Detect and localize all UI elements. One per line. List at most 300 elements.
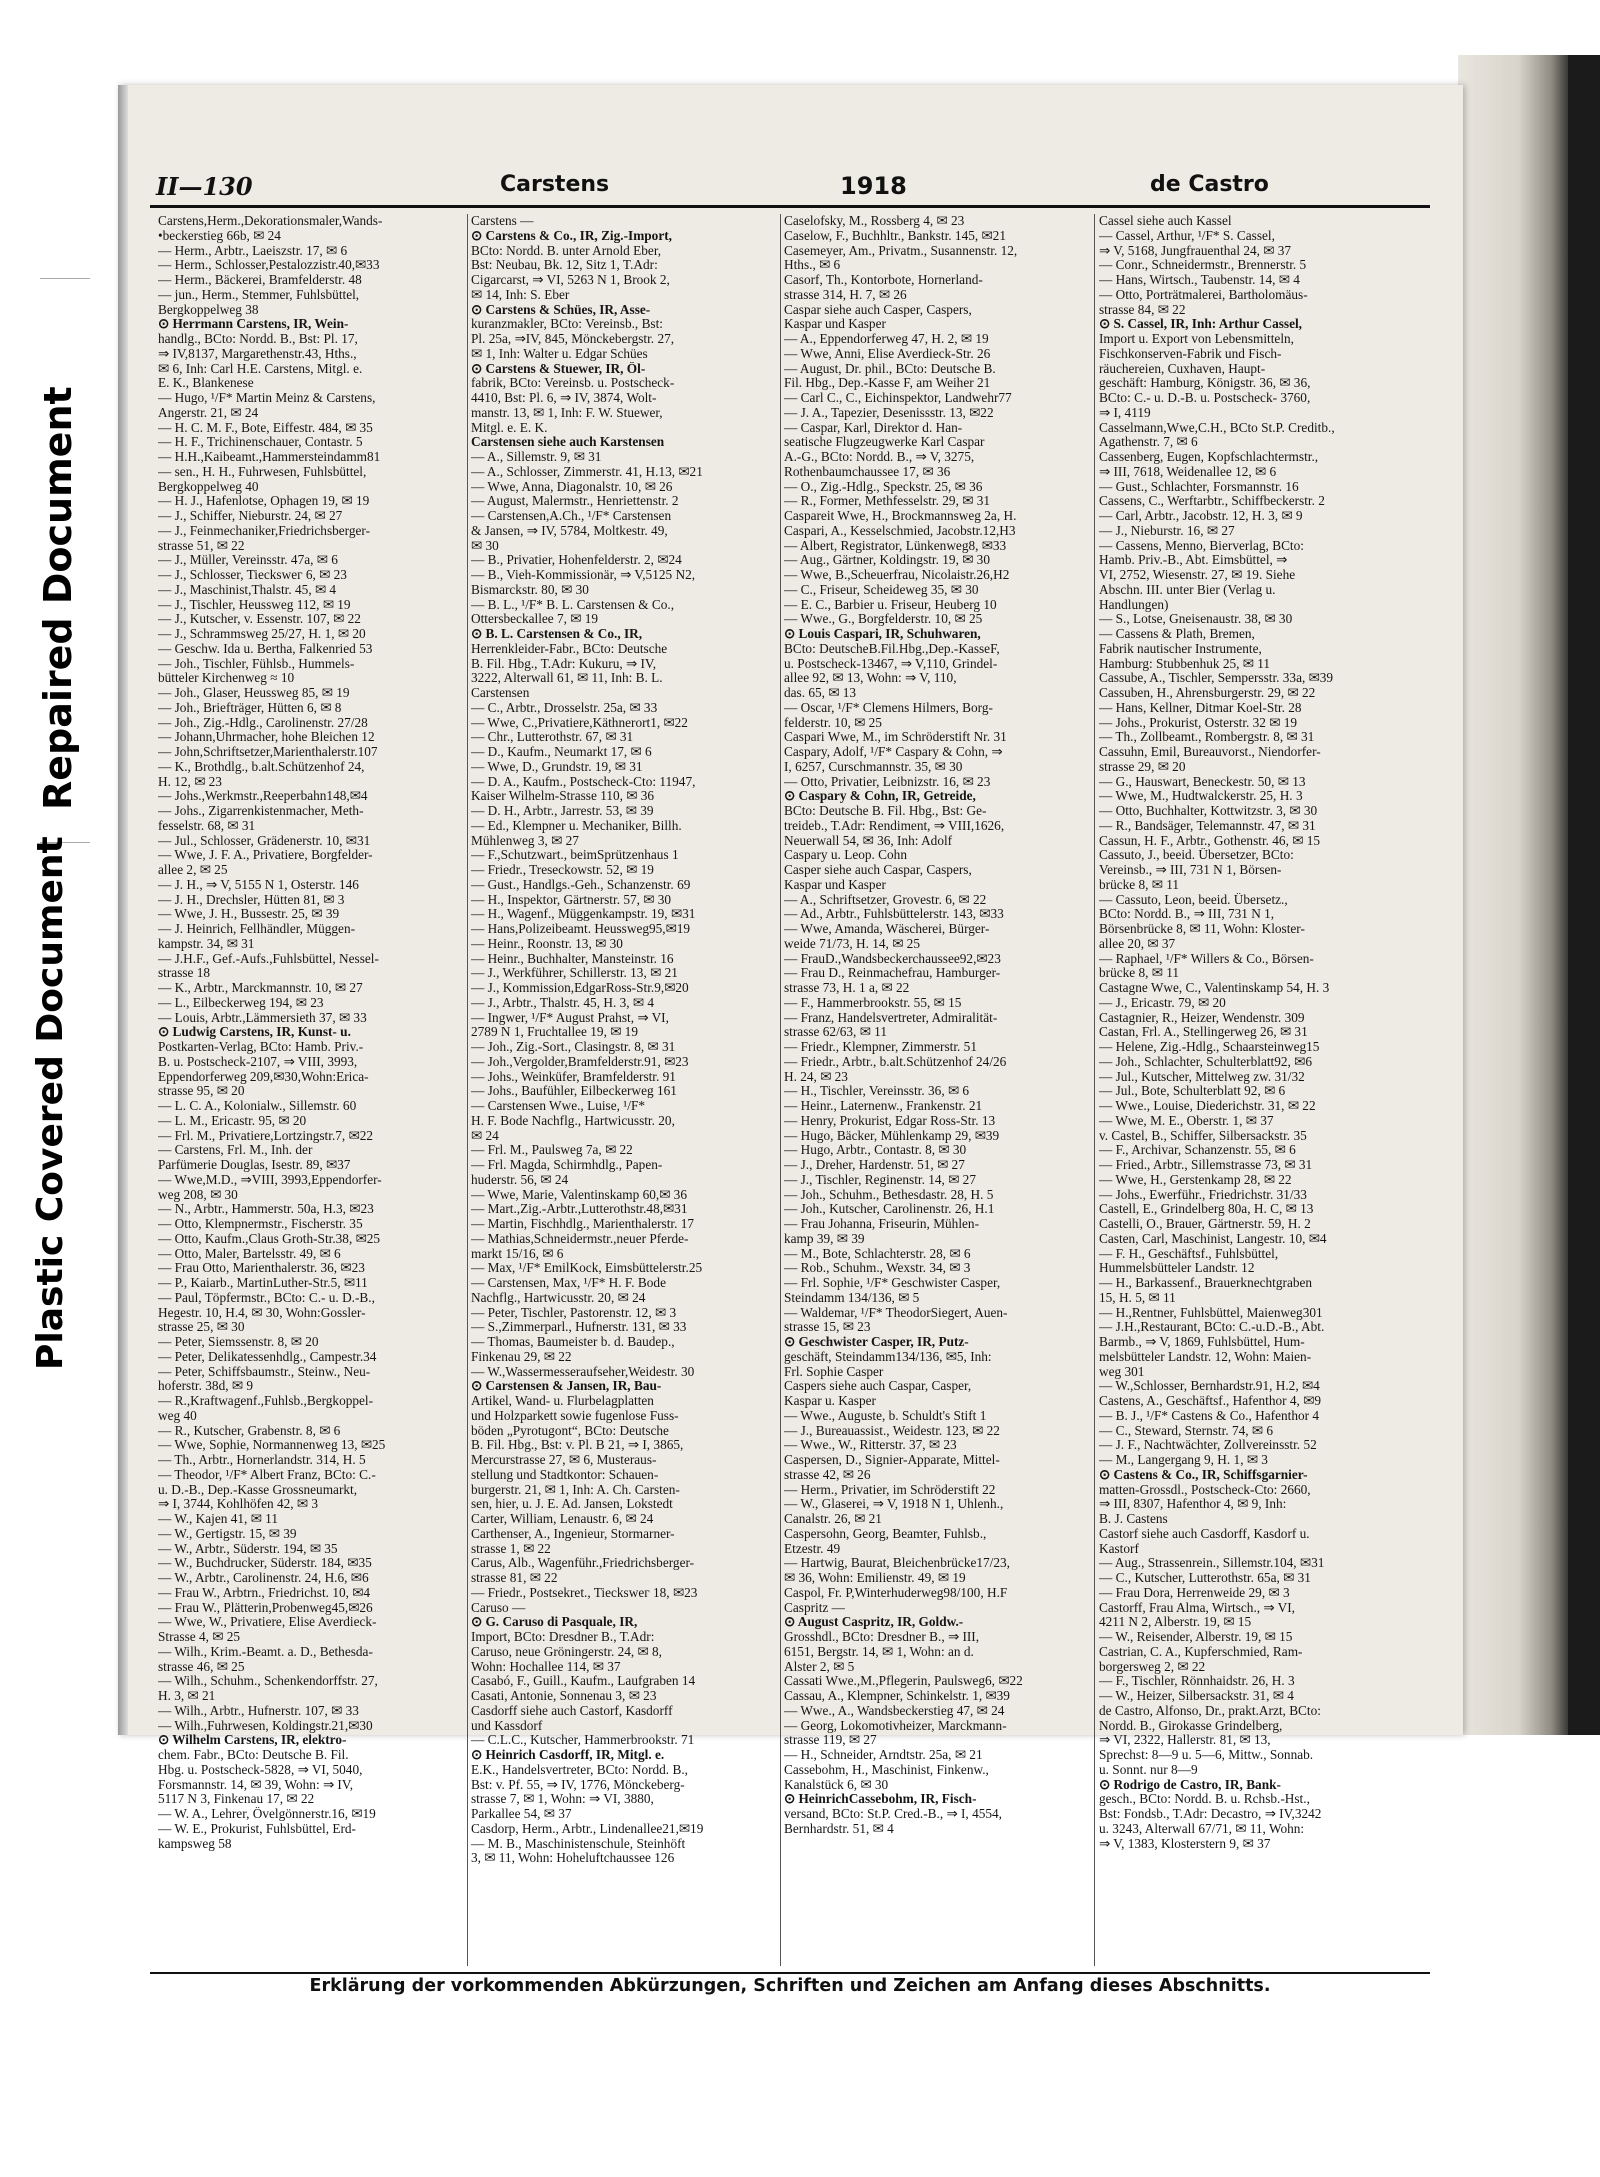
directory-entry-line: u. Sonnt. nur 8—9 (1099, 1762, 1198, 1777)
directory-entry-line: — F.,Schutzwart., beimSprützenhaus 1 (471, 848, 679, 863)
directory-entry-line: — H. F., Trichinenschauer, Contastr. 5 (158, 435, 363, 450)
directory-entry-line: — O., Zig.-Hdlg., Speckstr. 25, ✉ 36 (784, 479, 983, 494)
directory-entry-line: — Johs., Weinküfer, Bramfelderstr. 91 (471, 1069, 676, 1084)
directory-entry-line: Strasse 4, ✉ 25 (158, 1630, 241, 1644)
directory-entry-line: ⊙ Carstensen & Jansen, IR, Bau- (471, 1379, 662, 1394)
directory-entry-line: u. 3243, Alterwall 67/71, ✉ 11, Wohn: (1099, 1821, 1305, 1836)
directory-entry-line: strasse 7, ✉ 1, Wohn: ⇒ VI, 3880, (471, 1792, 654, 1807)
directory-entry-line: — H., Tischler, Vereinsstr. 36, ✉ 6 (784, 1084, 970, 1099)
directory-entry-line: weg 208, ✉ 30 (158, 1187, 238, 1202)
directory-entry-line: BCto: C.- u. D.-B. u. Postscheck- 3760, (1099, 391, 1311, 405)
directory-entry-line: strasse 15, ✉ 23 (784, 1320, 871, 1335)
directory-entry-line: — Frl. Sophie, ¹/F* Geschwister Casper, (784, 1276, 1001, 1290)
directory-entry-line: B. Fil. Hbg., Bst: v. Pl. B 21, ⇒ I, 3865, (471, 1438, 684, 1453)
directory-entry-line: Casten, Carl, Maschinist, Langestr. 10, ✉4 (1099, 1231, 1327, 1246)
directory-entry-line: — J., Werkführer, Schillerstr. 13, ✉ 21 (471, 966, 678, 981)
directory-entry-line: — Friedr., Treseckowstr. 52, ✉ 19 (471, 863, 654, 877)
directory-entry-line: — Wwe, M. E., Oberstr. 1, ✉ 37 (1099, 1113, 1274, 1128)
directory-entry-line: — Frau W., Arbtrn., Friedrichst. 10, ✉4 (158, 1585, 371, 1600)
directory-entry-line: ⊙ August Caspritz, IR, Goldw.- (784, 1615, 964, 1630)
directory-entry-line: — Joh., Zig.-Sort., Clasingstr. 8, ✉ 31 (471, 1040, 676, 1054)
directory-entry-line: 5117 N 3, Finkenau 17, ✉ 22 (158, 1792, 315, 1807)
directory-entry-line: bütteler Kirchenweg ≈ 10 (158, 671, 295, 686)
directory-entry-line: ⇒ I, 4119 (1099, 405, 1151, 420)
directory-entry-line: Alster 2, ✉ 5 (784, 1659, 855, 1674)
directory-entry-line: — E. C., Barbier u. Friseur, Heuberg 10 (784, 597, 997, 612)
plastic-covered-label: Plastic Covered Document (30, 836, 71, 1370)
directory-entry-line: B. J. Castens (1099, 1512, 1168, 1526)
directory-entry-line: — Martin, Fischhdlg., Marienthalerstr. 17 (471, 1217, 695, 1231)
directory-entry-line: Caruso, neue Gröningerstr. 24, ✉ 8, (471, 1644, 662, 1659)
directory-entry-line: — Frau Dora, Herrenweide 29, ✉ 3 (1099, 1585, 1290, 1600)
directory-entry-line: — W. E., Prokurist, Fuhlsbüttel, Erd- (158, 1821, 356, 1836)
directory-entry-line: Barmb., ⇒ V, 1869, Fuhlsbüttel, Hum- (1099, 1335, 1305, 1349)
directory-entry-line: — Herm., Arbtr., Laeiszstr. 17, ✉ 6 (158, 243, 348, 258)
directory-entry-line: Castrian, C. A., Kupferschmied, Ram- (1099, 1644, 1303, 1659)
directory-entry-line: allee 20, ✉ 37 (1099, 936, 1176, 951)
directory-entry-line: — W.,Schlosser, Bernhardstr.91, H.2, ✉4 (1099, 1379, 1320, 1394)
directory-entry-line: — Peter, Siemssenstr. 8, ✉ 20 (158, 1335, 319, 1349)
directory-entry-line: — H., Barkassenf., Brauerknechtgraben (1099, 1276, 1313, 1290)
directory-entry-line: Carstens — (471, 214, 534, 228)
directory-entry-line: strasse 84, ✉ 22 (1099, 302, 1186, 317)
directory-entry-line: Frl. Sophie Casper (784, 1364, 884, 1379)
directory-entry-line: — Th., Zollbeamt., Rombergstr. 8, ✉ 31 (1099, 730, 1315, 745)
directory-entry-line: strasse 1, ✉ 22 (471, 1541, 551, 1556)
directory-entry-line: — Carstensen Wwe., Luise, ¹/F* (471, 1099, 645, 1113)
directory-entry-line: Cassau, A., Klempner, Schinkelstr. 1, ✉39 (784, 1689, 1010, 1703)
directory-entry-line: — L. C. A., Kolonialw., Sillemstr. 60 (158, 1099, 357, 1113)
directory-entry-line: gesch., BCto: Nordd. B. u. Rchsb.-Hst., (1099, 1792, 1310, 1807)
directory-entry-line: allee 2, ✉ 25 (158, 863, 228, 877)
directory-entry-line: — A., Eppendorferweg 47, H. 2, ✉ 19 (784, 332, 989, 346)
directory-entry-line: Caspary, Adolf, ¹/F* Caspary & Cohn, ⇒ (784, 745, 1003, 759)
directory-entry-line: 3, ✉ 11, Wohn: Hoheluftchaussee 126 (471, 1851, 675, 1866)
directory-entry-line: — F., Tischler, Rönnhaidstr. 26, H. 3 (1099, 1674, 1295, 1689)
directory-entry-line: — Peter, Tischler, Pastorenstr. 12, ✉ 3 (471, 1305, 677, 1320)
directory-entry-line: — Otto, Privatier, Leibnizstr. 16, ✉ 23 (784, 774, 991, 789)
directory-entry-line: — Wwe., A., Wandsbeckerstieg 47, ✉ 24 (784, 1703, 1005, 1718)
book-spine-shadow (1568, 55, 1600, 1735)
directory-entry-line: — D., Kaufm., Neumarkt 17, ✉ 6 (471, 745, 652, 759)
directory-entry-line: Cassuhn, Emil, Bureauvorst., Niendorfer- (1099, 745, 1321, 759)
directory-entry-line: Bernhardstr. 51, ✉ 4 (784, 1821, 894, 1836)
directory-entry-line: und Kassdorf (471, 1718, 543, 1733)
page-header (150, 168, 1430, 208)
directory-entry-line: — Johs., Baufühler, Eilbeckerweg 161 (471, 1084, 677, 1099)
directory-entry-line: ⇒ VI, 2322, Hallerstr. 81, ✉ 13, (1099, 1733, 1271, 1748)
directory-entry-line: — sen., H. H., Fuhrwesen, Fuhlsbüttel, (158, 464, 367, 479)
column-divider (780, 214, 781, 1966)
directory-entry-line: — Max, ¹/F* EmilKock, Eimsbüttelerstr.25 (471, 1261, 703, 1276)
directory-entry-line: Caspari Wwe, M., im Schröderstift Nr. 31 (784, 730, 1007, 745)
directory-entry-line: Pl. 25a, ⇒IV, 845, Mönckebergstr. 27, (471, 332, 675, 346)
directory-entry-line: — M., Bote, Schlachterstr. 28, ✉ 6 (784, 1246, 971, 1261)
directory-entry-line: Fabrik nautischer Instrumente, (1099, 641, 1262, 656)
directory-entry-line: — Herm., Privatier, im Schröderstift 22 (784, 1482, 996, 1497)
directory-entry-line: — Frau W., Plätterin,Probenweg45,✉26 (158, 1600, 373, 1615)
directory-entry-line: Carter, William, Lenaustr. 6, ✉ 24 (471, 1512, 654, 1526)
directory-entry-line: — Th., Arbtr., Hornerlandstr. 314, H. 5 (158, 1453, 366, 1467)
directory-entry-line: Fil. Hbg., Dep.-Kasse F, am Weiher 21 (784, 376, 991, 391)
directory-entry-line: — J. A., Tapezier, Desenissstr. 13, ✉22 (784, 405, 994, 420)
directory-entry-line: — L., Eilbeckerweg 194, ✉ 23 (158, 995, 324, 1010)
directory-entry-line: — Theodor, ¹/F* Albert Franz, BCto: C.- (158, 1467, 376, 1482)
directory-entry-line: — Friedr., Postsekret., Tieckswег 18, ✉23 (471, 1585, 698, 1600)
directory-entry-line: allee 92, ✉ 13, Wohn: ⇒ V, 110, (784, 671, 957, 686)
directory-entry-line: — Ingwer, ¹/F* August Prahst, ⇒ VI, (471, 1010, 669, 1025)
directory-column-3 (784, 214, 1090, 1966)
directory-entry-line: Cassel siehe auch Kassel (1099, 214, 1232, 228)
archive-side-strip (0, 130, 95, 1370)
directory-entry-line: — Heinr., Laternenw., Frankenstr. 21 (784, 1099, 983, 1113)
directory-entry-line: — D. H., Arbtr., Jarrestr. 53, ✉ 39 (471, 804, 654, 818)
directory-entry-line: Castell, E., Grindelberg 80a, H. C, ✉ 13 (1099, 1202, 1314, 1217)
directory-entry-line: ⊙ Carstens & Co., IR, Zig.-Import, (471, 228, 672, 243)
directory-entry-line: VI, 2752, Wiesenstr. 27, ✉ 19. Siehe (1099, 568, 1296, 582)
directory-entry-line: Import, BCto: Dresdner B., T.Adr: (471, 1630, 655, 1644)
directory-entry-line: Cassun, H. F., Arbtr., Gothenstr. 46, ✉ 15 (1099, 833, 1320, 848)
directory-entry-line: weg 40 (158, 1408, 197, 1423)
header-rule (150, 205, 1430, 208)
directory-entry-line: Caspari, A., Kesselschmied, Jacobstr.12,H3 (784, 523, 1016, 538)
directory-entry-line: ⇒ IV,8137, Margarethenstr.43, Hths., (158, 346, 357, 361)
directory-entry-line: A.-G., BCto: Nordd. B., ⇒ V, 3275, (784, 450, 975, 464)
directory-entry-line: ⊙ Carstens & Schües, IR, Asse- (471, 302, 651, 317)
directory-entry-line: Caspol, Fr. P,Winterhuderweg98/100, H.F (784, 1585, 1008, 1600)
directory-entry-line: Cassube, A., Tischler, Sempersstr. 33a, ✉39 (1099, 671, 1334, 686)
directory-entry-line: — Hugo, Arbtr., Contastr. 8, ✉ 30 (784, 1143, 967, 1158)
directory-entry-line: — F., Hammerbrookstr. 55, ✉ 15 (784, 995, 962, 1010)
page-number: II—130 (156, 172, 253, 201)
directory-entry-line: — jun., Herm., Stemmer, Fuhlsbüttel, (158, 287, 360, 302)
directory-entry-line: ⊙ Caspary & Cohn, IR, Getreide, (784, 789, 976, 804)
directory-entry-line: Caselow, F., Buchhltr., Bankstr. 145, ✉21 (784, 228, 1006, 243)
directory-entry-line: Caspritz — (784, 1600, 845, 1615)
header-year: 1918 (840, 172, 907, 200)
directory-entry-line: kamp 39, ✉ 39 (784, 1231, 865, 1246)
directory-entry-line: BCto: DeutscheB.Fil.Hbg.,Dep.-KasseF, (784, 641, 1000, 656)
directory-entry-line: Mitgl. e. E. K. (471, 420, 548, 435)
directory-entry-line: brücke 8, ✉ 11 (1099, 877, 1180, 892)
directory-entry-line: — Frl. Magda, Schirmhdlg., Papen- (471, 1158, 663, 1172)
directory-entry-line: — C.L.C., Kutscher, Hammerbrookstr. 71 (471, 1733, 695, 1748)
directory-entry-line: Etzestr. 49 (784, 1541, 841, 1556)
directory-entry-line: fesselstr. 68, ✉ 31 (158, 818, 256, 833)
directory-entry-line: Caspers siehe auch Caspar, Casper, (784, 1379, 972, 1394)
directory-entry-line: — Jul., Bote, Schulterblatt 92, ✉ 6 (1099, 1084, 1286, 1099)
directory-entry-line: — C., Friseur, Scheideweg 35, ✉ 30 (784, 582, 979, 597)
directory-entry-line: — Joh., Briefträger, Hütten 6, ✉ 8 (158, 700, 342, 715)
directory-entry-line: — B. J., ¹/F* Castens & Co., Hafenthor 4 (1099, 1408, 1320, 1423)
directory-entry-line: Hegestr. 10, H.4, ✉ 30, Wohn:Gossler- (158, 1305, 366, 1320)
directory-entry-line: Castorff, Frau Alma, Wirtsch., ⇒ VI, (1099, 1600, 1296, 1615)
directory-entry-line: Sprechst: 8—9 u. 5—6, Mittw., Sonnab. (1099, 1748, 1314, 1762)
directory-entry-line: Hths., ✉ 6 (784, 258, 841, 273)
directory-entry-line: — Joh., Glaser, Heussweg 85, ✉ 19 (158, 686, 350, 700)
directory-entry-line: 4211 N 2, Alberstr. 19, ✉ 15 (1099, 1615, 1252, 1630)
directory-entry-line: — Jul., Kutscher, Mittelweg zw. 31/32 (1099, 1069, 1305, 1084)
directory-entry-line: — Herm., Bäckerei, Bramfelderstr. 48 (158, 273, 362, 287)
directory-entry-line: Cassati Wwe.,M.,Pflegerin, Paulsweg6, ✉22 (784, 1674, 1023, 1689)
directory-entry-line: — W., Gertigstr. 15, ✉ 39 (158, 1526, 297, 1541)
directory-entry-line: — Joh., Schuhm., Bethesdastr. 28, H. 5 (784, 1187, 994, 1202)
directory-entry-line: Steindamm 134/136, ✉ 5 (784, 1290, 920, 1305)
directory-entry-line: — Frau Otto, Marienthalerstr. 36, ✉23 (158, 1261, 365, 1276)
directory-entry-line: strasse 73, H. 1 a, ✉ 22 (784, 981, 910, 995)
directory-entry-line: — Joh.,Vergolder,Bramfelderstr.91, ✉23 (471, 1054, 689, 1069)
directory-entry-line: — B., Vieh-Kommissionär, ⇒ V,5125 N2, (471, 568, 696, 582)
directory-entry-line: Angerstr. 21, ✉ 24 (158, 405, 259, 420)
directory-entry-line: ⇒ III, 7618, Weidenallee 12, ✉ 6 (1099, 464, 1277, 479)
directory-entry-line: — Conr., Schneidermstr., Brennerstr. 5 (1099, 258, 1307, 273)
directory-entry-line: markt 15/16, ✉ 6 (471, 1246, 564, 1261)
directory-entry-line: H. F. Bode Nachflg., Hartwicusstr. 20, (471, 1113, 675, 1128)
directory-entry-line: — J. Heinrich, Fellhändler, Müggen- (158, 922, 356, 936)
directory-entry-line: — Hugo, Bäcker, Mühlenkamp 29, ✉39 (784, 1128, 1000, 1143)
directory-entry-line: — Carstens, Frl. M., Inh. der (158, 1143, 313, 1158)
directory-entry-line: — Wwe, J. F. A., Privatiere, Borgfelder- (158, 848, 373, 863)
footer-rule (150, 1972, 1430, 1974)
directory-entry-line: — August, Malermstr., Henriettenstr. 2 (471, 494, 679, 509)
directory-entry-line: — Cassens & Plath, Bremen, (1099, 627, 1255, 641)
directory-entry-line: Mercurstrasse 27, ✉ 6, Musteraus- (471, 1453, 657, 1467)
directory-entry-line: — Wwe., Louise, Diederichstr. 31, ✉ 22 (1099, 1099, 1316, 1113)
directory-entry-line: B. Fil. Hbg., T.Adr: Kukuru, ⇒ IV, (471, 656, 657, 671)
directory-entry-line: Castorf siehe auch Casdorff, Kasdorf u. (1099, 1526, 1310, 1541)
directory-entry-line: Handlungen) (1099, 597, 1169, 612)
directory-entry-line: Kaspar und Kasper (784, 317, 886, 332)
directory-entry-line: Cassuben, H., Ahrensburgerstr. 29, ✉ 22 (1099, 686, 1316, 700)
directory-entry-line: Kastorf (1099, 1541, 1139, 1556)
directory-entry-line: — Joh., Schlachter, Schulterblatt92, ✉6 (1099, 1054, 1312, 1069)
directory-entry-line: Hummelsbütteler Landstr. 12 (1099, 1261, 1255, 1276)
directory-entry-line: — Franz, Handelsvertreter, Admiralität- (784, 1010, 998, 1025)
directory-entry-line: — M. B., Maschinistenschule, Steinhöft (471, 1836, 686, 1851)
directory-entry-line: manstr. 13, ✉ 1, Inh: F. W. Stuewer, (471, 405, 663, 420)
directory-entry-line: Cassens, C., Werftarbtr., Schiffbeckerstr. 2 (1099, 494, 1325, 509)
directory-entry-line: — J., Bureauassist., Weidestr. 123, ✉ 22 (784, 1423, 1000, 1438)
directory-column-2 (471, 214, 777, 1966)
directory-entry-line: — Wilh., Schuhm., Schenkendorffstr. 27, (158, 1674, 378, 1689)
directory-entry-line: Ottersbeckallee 7, ✉ 19 (471, 612, 599, 627)
directory-entry-line: ⇒ I, 3744, Kohlhöfen 42, ✉ 3 (158, 1497, 319, 1512)
directory-entry-line: strasse 42, ✉ 26 (784, 1467, 871, 1482)
directory-entry-line: Cassebohm, H., Maschinist, Finkenw., (784, 1762, 989, 1777)
directory-entry-line: — Cassuto, Leon, beeid. Übersetz., (1099, 892, 1288, 907)
directory-entry-line: — Cassens, Menno, Bierverlag, BCto: (1099, 538, 1304, 553)
column-divider (467, 214, 468, 1966)
directory-entry-line: BCto: Nordd. B. unter Arnold Eber, (471, 243, 662, 258)
directory-entry-line: — Carstensen, Max, ¹/F* H. F. Bode (471, 1276, 666, 1290)
strip-divider-top (40, 278, 90, 279)
directory-entry-line: Grosshdl., BCto: Dresdner B., ⇒ III, (784, 1630, 980, 1644)
directory-entry-line: v. Castel, B., Schiffer, Silbersackstr. 35 (1099, 1128, 1307, 1143)
directory-entry-line: Forsmannstr. 14, ✉ 39, Wohn: ⇒ IV, (158, 1777, 354, 1792)
directory-entry-line: Nordd. B., Girokasse Grindelberg, (1099, 1718, 1283, 1733)
directory-entry-line: — Hartwig, Baurat, Bleichenbrücke17/23, (784, 1556, 1010, 1571)
directory-entry-line: Kaspar u. Kasper (784, 1394, 876, 1408)
directory-entry-line: melsbütteler Landstr. 12, Wohn: Maien- (1099, 1349, 1312, 1364)
directory-entry-line: böden „Pyrotugont“, BCto: Deutsche (471, 1423, 669, 1438)
directory-entry-line: — W., Reisender, Alberstr. 19, ✉ 15 (1099, 1630, 1293, 1644)
directory-entry-line: — Ad., Arbtr., Fuhlsbüttelerstr. 143, ✉33 (784, 907, 1004, 922)
directory-entry-line: — B. L., ¹/F* B. L. Carstensen & Co., (471, 597, 675, 612)
directory-entry-line: ✉ 14, Inh: S. Eber (471, 287, 570, 302)
directory-entry-line: Bst: v. Pf. 55, ⇒ IV, 1776, Mönckeberg- (471, 1777, 685, 1792)
directory-entry-line: I, 6257, Curschmannstr. 35, ✉ 30 (784, 759, 963, 774)
directory-entry-line: Postkarten-Verlag, BCto: Hamb. Priv.- (158, 1040, 364, 1054)
directory-entry-line: — C., Kutscher, Lutterothstr. 65a, ✉ 31 (1099, 1571, 1311, 1585)
directory-entry-line: Mühlenweg 3, ✉ 27 (471, 833, 579, 848)
directory-entry-line: — W., Glaserei, ⇒ V, 1918 N 1, Uhlenh., (784, 1497, 1004, 1512)
directory-entry-line: Caspersen, D., Signier-Apparate, Mittel- (784, 1453, 1000, 1467)
directory-entry-line: geschäft, Steindamm134/136, ✉5, Inh: (784, 1349, 992, 1364)
directory-entry-line: — J., Maschinist,Thalstr. 45, ✉ 4 (158, 582, 337, 597)
directory-entry-line: — W., Heizer, Silbersackstr. 31, ✉ 4 (1099, 1689, 1294, 1703)
directory-entry-line: — C., Arbtr., Drosselstr. 25a, ✉ 33 (471, 700, 658, 715)
directory-entry-line: — J., Kommission,EdgarRoss-Str.9,✉20 (471, 981, 689, 995)
directory-entry-line: Abschn. III. unter Bier (Verlag u. (1099, 582, 1276, 597)
directory-entry-line: — J., Schiffer, Nieburstr. 24, ✉ 27 (158, 509, 343, 523)
directory-entry-line: — Cassel, Arthur, ¹/F* S. Cassel, (1099, 228, 1275, 243)
directory-entry-line: — Frl. M., Privatiere,Lortzingstr.7, ✉22 (158, 1128, 374, 1143)
directory-entry-line: H. 24, ✉ 23 (784, 1069, 848, 1084)
directory-entry-line: Carus, Alb., Wagenführ.,Friedrichsberger- (471, 1556, 695, 1571)
directory-entry-line: — Peter, Delikatessenhdlg., Campestr.34 (158, 1349, 377, 1364)
directory-entry-line: — F. H., Geschäftsf., Fuhlsbüttel, (1099, 1246, 1279, 1261)
directory-entry-line: ⊙ Carstens & Stuewer, IR, Öl- (471, 361, 646, 376)
directory-entry-line: Nachflg., Hartwicusstr. 20, ✉ 24 (471, 1290, 646, 1305)
directory-entry-line: Casabó, F., Guill., Kaufm., Laufgraben 14 (471, 1674, 696, 1689)
directory-entry-line: Casdorff siehe auch Castorf, Kasdorff (471, 1703, 673, 1718)
directory-entry-line: räuchereien, Cuxhaven, Haupt- (1099, 361, 1266, 376)
directory-entry-line: Parfümerie Douglas, Isestr. 89, ✉37 (158, 1158, 351, 1172)
directory-entry-line: — R.,Kraftwagenf.,Fuhlsb.,Bergkoppel- (158, 1394, 374, 1408)
directory-entry-line: — Wwe, J. H., Bussestr. 25, ✉ 39 (158, 907, 340, 922)
directory-entry-line: — R., Former, Methfesselstr. 29, ✉ 31 (784, 494, 990, 509)
directory-entry-line: — Joh., Kutscher, Carolinenstr. 26, H.1 (784, 1202, 995, 1217)
directory-entry-line: Bergkoppelweg 38 (158, 302, 259, 317)
directory-entry-line: strasse 95, ✉ 20 (158, 1084, 245, 1099)
directory-entry-line: — Wilh., Krim.-Beamt. a. D., Bethesda- (158, 1644, 373, 1659)
directory-entry-line: — J., Feinmechaniker,Friedrichsberger- (158, 523, 371, 538)
header-first-entry: Carstens (500, 172, 610, 197)
directory-entry-line: Kanalstück 6, ✉ 30 (784, 1777, 889, 1792)
directory-entry-line: — Herm., Schlosser,Pestalozzistr.40,✉33 (158, 258, 380, 273)
directory-entry-line: Casemeyer, Am., Privatm., Susannenstr. 12, (784, 243, 1018, 258)
directory-entry-line: — Wwe., G., Borgfelderstr. 10, ✉ 25 (784, 612, 983, 627)
directory-entry-line: — FrauD.,Wandsbeckerchaussee92,✉23 (784, 951, 1001, 966)
directory-entry-line: — N., Arbtr., Hammerstr. 50a, H.3, ✉23 (158, 1202, 374, 1217)
directory-entry-line: — Wilh.,Fuhrwesen, Koldingstr.21,✉30 (158, 1718, 373, 1733)
directory-entry-line: strasse 81, ✉ 22 (471, 1571, 558, 1585)
directory-entry-line: — M., Langergang 9, H. 1, ✉ 3 (1099, 1453, 1268, 1467)
directory-entry-line: — H.,Rentner, Fuhlsbüttel, Maienweg301 (1099, 1305, 1323, 1320)
directory-entry-line: ⊙ HeinrichCassebohm, IR, Fisch- (784, 1792, 977, 1807)
directory-entry-line: ✉ 6, Inh: Carl H.E. Carstens, Mitgl. e. (158, 361, 363, 376)
directory-entry-line: — Chr., Lutterothstr. 67, ✉ 31 (471, 730, 634, 745)
directory-entry-line: — Frl. M., Paulsweg 7a, ✉ 22 (471, 1143, 633, 1158)
directory-entry-line: — J. F., Nachtwächter, Zollvereinsstr. 52 (1099, 1438, 1317, 1453)
directory-entry-line: — Aug., Strassenrein., Sillemstr.104, ✉31 (1099, 1556, 1325, 1571)
directory-entry-line: — J.H.F., Gef.-Aufs.,Fuhlsbüttel, Nessel- (158, 951, 379, 966)
directory-entry-line: ⇒ V, 5168, Jungfrauenthal 24, ✉ 37 (1099, 243, 1292, 258)
directory-entry-line: ⊙ Geschwister Casper, IR, Putz- (784, 1335, 969, 1349)
directory-entry-line: — Wwe,M.D., ⇒VIII, 3993,Eppendorfer- (158, 1172, 382, 1187)
directory-entry-line: — Otto, Porträtmalerei, Bartholomäus- (1099, 287, 1308, 302)
directory-entry-line: Vereinsb., ⇒ III, 731 N 1, Börsen- (1099, 863, 1282, 877)
abbreviation-note: Erklärung der vorkommenden Abkürzungen, Schriften und Zeichen am Anfang dieses Abschnitts. (309, 1976, 1271, 1996)
directory-entry-line: — J., Arbtr., Thalstr. 45, H. 3, ✉ 4 (471, 995, 655, 1010)
directory-entry-line: — A., Schriftsetzer, Grovestr. 6, ✉ 22 (784, 892, 987, 907)
directory-entry-line: — J., Ericastr. 79, ✉ 20 (1099, 995, 1226, 1010)
directory-entry-line: — W., Arbtr., Carolinenstr. 24, H.6, ✉6 (158, 1571, 369, 1585)
directory-entry-line: — Carl C., C., Eichinspektor, Landwehr77 (784, 391, 1012, 405)
directory-entry-line: Kaiser Wilhelm-Strasse 110, ✉ 36 (471, 789, 655, 804)
directory-entry-line: — Wwe, C.,Privatiere,Käthnerort1, ✉22 (471, 715, 688, 730)
directory-entry-line: Caspary u. Leop. Cohn (784, 848, 907, 863)
directory-entry-line: 2789 N 1, Fruchtallee 19, ✉ 19 (471, 1025, 638, 1040)
directory-entry-line: Caspareit Wwe, H., Brockmannsweg 2a, H. (784, 509, 1017, 523)
directory-entry-line: — Friedr., Klempner, Zimmerstr. 51 (784, 1040, 977, 1054)
directory-entry-line: stellung und Stadtkontor: Schauen- (471, 1467, 659, 1482)
directory-entry-line: — H., Schneider, Arndtstr. 25a, ✉ 21 (784, 1748, 983, 1762)
directory-entry-line: Cigarcarst, ⇒ VI, 5263 N 1, Brook 2, (471, 273, 670, 287)
directory-entry-line: — F., Archivar, Schanzenstr. 55, ✉ 6 (1099, 1143, 1296, 1158)
directory-entry-line: Caselofsky, M., Rossberg 4, ✉ 23 (784, 214, 965, 228)
directory-entry-line: — Jul., Schlosser, Grädenerstr. 10, ✉31 (158, 833, 371, 848)
directory-entry-line: — Johs., Zigarrenkistenmacher, Meth- (158, 804, 364, 818)
directory-entry-line: — J., Tischler, Heussweg 112, ✉ 19 (158, 597, 351, 612)
directory-entry-line: — J., Kutscher, v. Essenstr. 107, ✉ 22 (158, 612, 361, 627)
directory-entry-line: ⊙ Herrmann Carstens, IR, Wein- (158, 317, 349, 332)
directory-entry-line: — Hans,Polizeibeamt. Heussweg95,✉19 (471, 922, 691, 936)
directory-entry-line: — H., Wagenf., Müggenkampstr. 19, ✉31 (471, 907, 696, 922)
directory-entry-line: chem. Fabr., BCto: Deutsche B. Fil. (158, 1748, 349, 1762)
directory-entry-line: — L. M., Ericastr. 95, ✉ 20 (158, 1113, 307, 1128)
directory-entry-line: ⊙ G. Caruso di Pasquale, IR, (471, 1615, 638, 1630)
directory-entry-line: versand, BCto: St.P. Cred.-B., ⇒ I, 4554, (784, 1807, 1002, 1821)
directory-entry-line: — W., Buchdrucker, Süderstr. 184, ✉35 (158, 1556, 372, 1571)
directory-entry-line: — J., Tischler, Reginenstr. 14, ✉ 27 (784, 1172, 976, 1187)
directory-entry-line: Casper siehe auch Caspar, Caspers, (784, 863, 972, 877)
directory-entry-line: Hamb. Priv.-B., Abt. Eimsbüttel, ⇒ (1099, 553, 1288, 568)
directory-entry-line: — S.,Zimmerparl., Hufnerstr. 131, ✉ 33 (471, 1320, 687, 1335)
directory-entry-line: — R., Kutscher, Grabenstr. 8, ✉ 6 (158, 1423, 341, 1438)
directory-entry-line: — Hugo, ¹/F* Martin Meinz & Carstens, (158, 391, 376, 405)
directory-entry-line: — H., Inspektor, Gärtnerstr. 57, ✉ 30 (471, 892, 672, 907)
directory-entry-line: kampstr. 34, ✉ 31 (158, 936, 255, 951)
directory-entry-line: — Wwe, B.,Scheuerfrau, Nicolaistr.26,H2 (784, 568, 1010, 582)
directory-entry-line: — Otto, Maler, Bartelsstr. 49, ✉ 6 (158, 1246, 341, 1261)
directory-entry-line: — August, Dr. phil., BCto: Deutsche B. (784, 361, 996, 376)
directory-entry-line: ⊙ Rodrigo de Castro, IR, Bank- (1099, 1777, 1281, 1792)
directory-entry-line: — Oscar, ¹/F* Clemens Hilmers, Borg- (784, 700, 993, 715)
directory-entry-line: — Wilh., Arbtr., Hufnerstr. 107, ✉ 33 (158, 1703, 359, 1718)
directory-entry-line: Castagnier, R., Heizer, Wendenstr. 309 (1099, 1010, 1305, 1025)
directory-entry-line: Carstensen siehe auch Karstensen (471, 435, 665, 450)
directory-entry-line: Caspersohn, Georg, Beamter, Fuhlsb., (784, 1526, 987, 1541)
directory-entry-line: ✉ 36, Wohn: Emilienstr. 49, ✉ 19 (784, 1571, 966, 1585)
directory-entry-line: — Waldemar, ¹/F* TheodorSiegert, Auen- (784, 1305, 1008, 1320)
directory-entry-line: strasse 62/63, ✉ 11 (784, 1025, 887, 1040)
directory-entry-line: — Johs., Prokurist, Osterstr. 32 ✉ 19 (1099, 715, 1298, 730)
directory-entry-line: Eppendorferweg 209,✉30,Wohn:Erica- (158, 1069, 369, 1084)
directory-entry-line: ⇒ V, 1383, Klosterstern 9, ✉ 37 (1099, 1836, 1271, 1851)
directory-entry-line: — Wwe, Amanda, Wäscherei, Bürger- (784, 922, 990, 936)
directory-entry-line: — Otto, Klempnermstr., Fischerstr. 35 (158, 1217, 363, 1231)
